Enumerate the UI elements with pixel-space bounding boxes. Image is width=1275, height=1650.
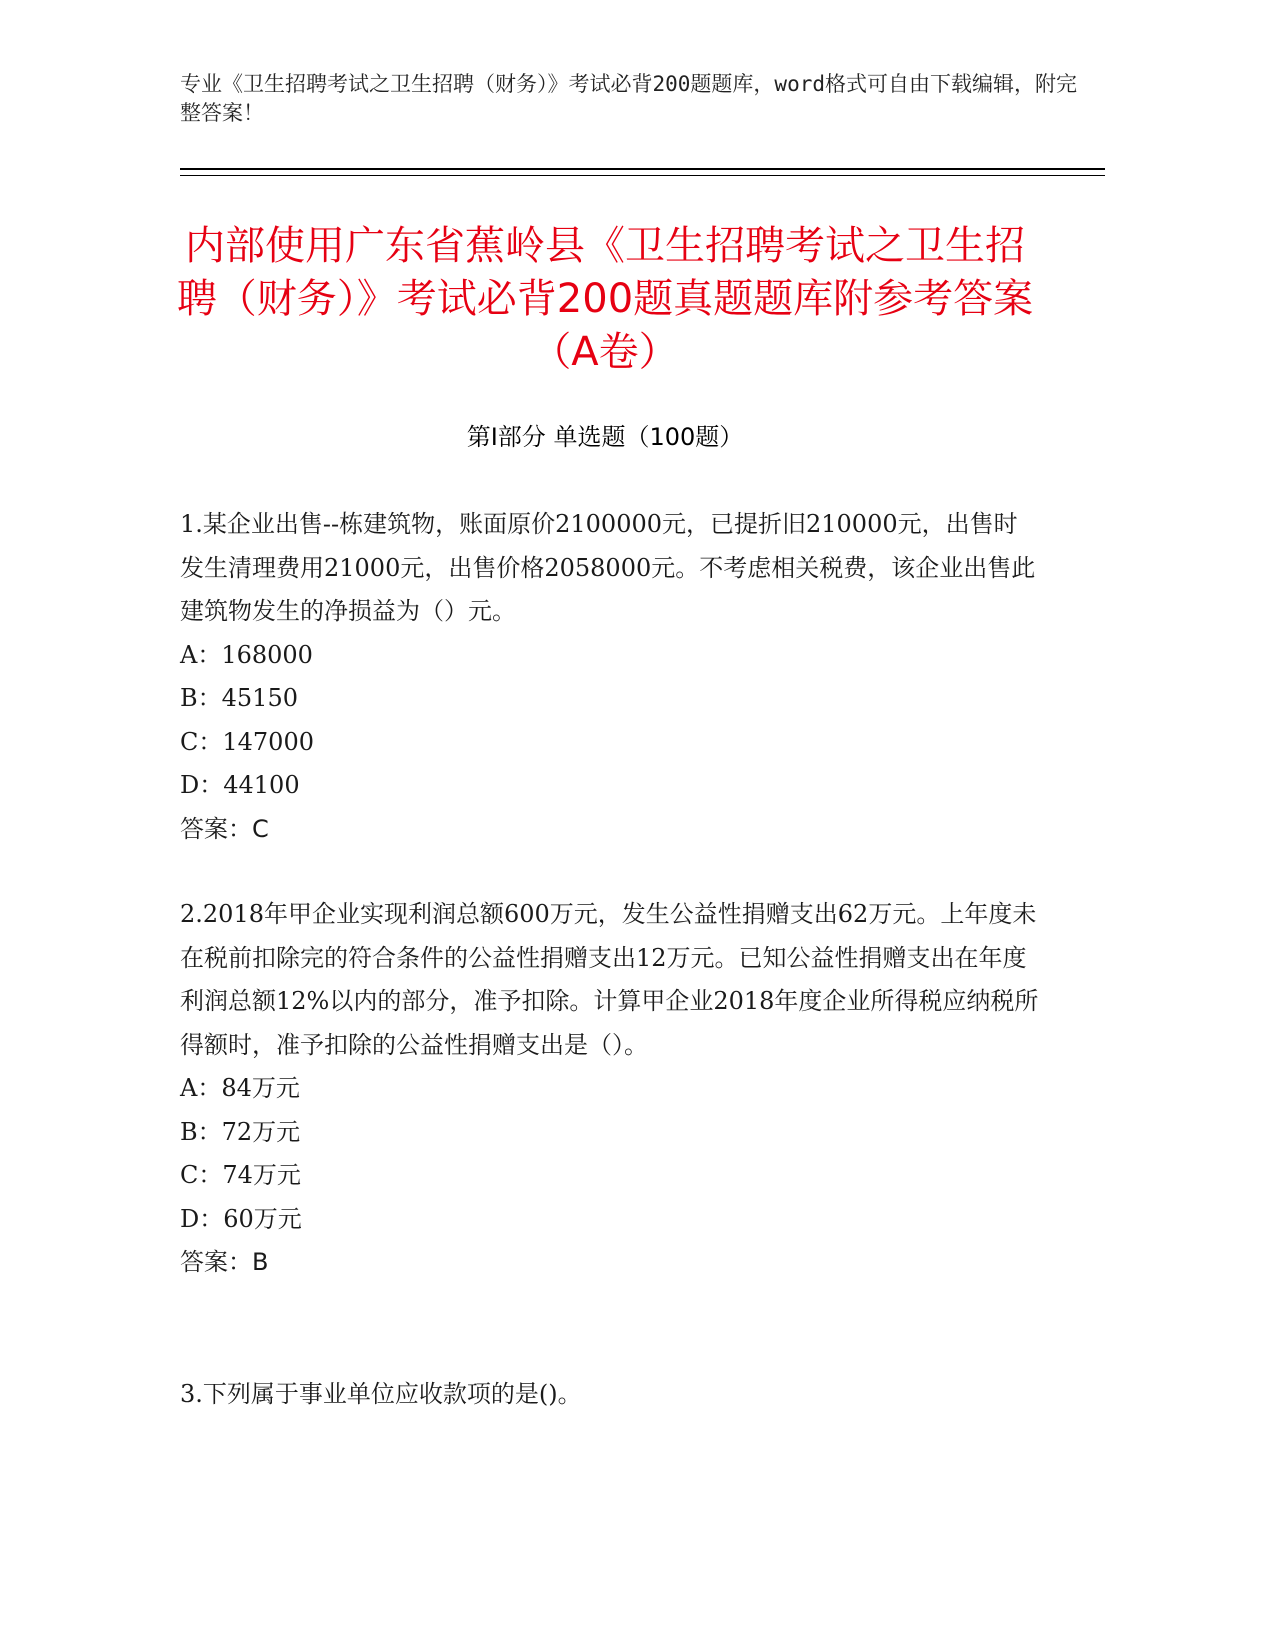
question-stem: 2.2018年甲企业实现利润总额600万元，发生公益性捐赠支出62万元。上年度未在税前扣除完的符合条件的公益性捐赠支出12万元。已知公益性捐赠支出在年度利润总额12%以内的部分，准予扣除。计算甲企业2018年度企业所得税应纳税所得额时，准予扣除的公益性捐赠支出是（）。 [180,900,1039,1059]
option-d: D：44100 [180,771,300,799]
option-b: B：72万元 [180,1117,301,1146]
option-b: B：45150 [180,684,298,712]
option-a: A：84万元 [180,1074,300,1102]
option-list [180,634,1040,808]
option-d: D：60万元 [180,1204,302,1233]
answer: 答案：B [180,1248,269,1276]
option-a: A：168000 [180,640,313,669]
option-c: C：147000 [180,727,314,756]
document-title: 内部使用广东省蕉岭县《卫生招聘考试之卫生招聘（财务）》考试必背200题真题题库附参考答案（A卷） [176,223,1034,375]
header-rule-thin [180,175,1105,176]
option-list [180,1067,1040,1241]
header-rule-thick [180,168,1105,170]
section-heading: 第I部分 单选题（100题） [466,423,744,451]
header-note: 专业《卫生招聘考试之卫生招聘（财务）》考试必背200题题库，word格式可自由下载编辑，附完整答案！ [180,72,1077,125]
question-stem: 3.下列属于事业单位应收款项的是()。 [180,1380,582,1408]
question-3 [180,1373,1040,1417]
answer: 答案：C [180,814,269,843]
question-stem: 1.某企业出售--栋建筑物，账面原价2100000元，已提折旧210000元，出售时发生清理费用21000元，出售价格2058000元。不考虑相关税费，该企业出售此建筑物发生的净损益为（）元。 [180,510,1036,625]
question-1 [180,503,1040,851]
option-c: C：74万元 [180,1161,301,1189]
question-2 [180,893,1040,1285]
